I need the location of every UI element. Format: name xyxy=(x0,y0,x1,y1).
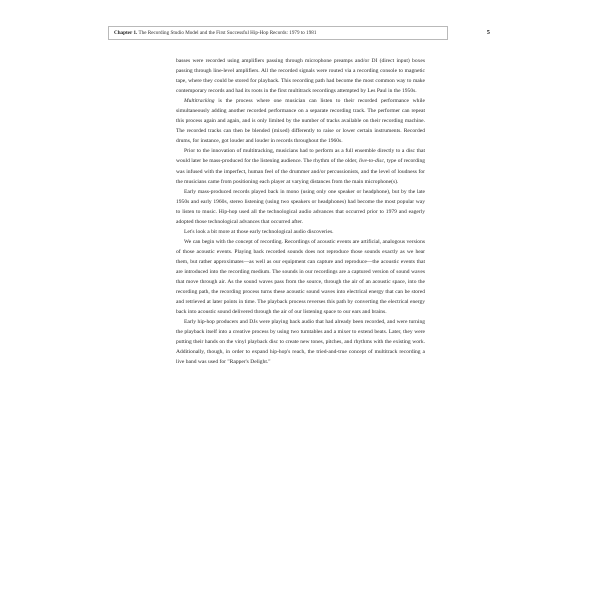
body-paragraph xyxy=(176,317,425,367)
body-text-run: Prior to the innovation of multitracking, musicians had to perform as a full ensemble directly to a disc that would later be mass-produced for the listening audience. The rhythm of the older, xyxy=(176,148,425,165)
body-paragraph xyxy=(176,56,425,96)
emphasis-term: live-to-disc xyxy=(358,158,384,165)
page-number: 5 xyxy=(486,29,490,36)
running-header-chapter-title: The Recording Studio Model and the First Successful Hip-Hop Records: 1979 to 1981 xyxy=(137,29,317,36)
body-text-run: Early mass-produced records played back in mono (using only one speaker or headphone), but by the late 1950s and early 1960s, stereo listening (using two speakers or headphones) had become the most popular way to listen to music. Hip-hop used all the technological audio advances that occurred prior to 1979 and eagerly adopted those technological advances that occurred after. xyxy=(176,188,425,225)
body-paragraph xyxy=(176,237,425,317)
body-text-run: basses were recorded using amplifiers passing through microphone preamps and/or DI (direct input) boxes passing through line-level amplifiers. All the recorded signals were routed via a recording console to magnetic tape, where they could be stored for playback. This recording path had become the most common way to make contemporary records and had its roots in the first multitrack recordings attempted by Les Paul in the 1950s. xyxy=(176,58,425,95)
body-text-run: We can begin with the concept of recording. Recordings of acoustic events are artificial, analogous versions of those acoustic events. Playing back recorded sounds does not reproduce those sounds exactly as we hear them, but rather approximates—as well as our equipment can capture and reproduce—the acoustic events that are introduced into the recording medium. The sounds in our recordings are a captured version of sound waves that move through air. As the sound waves pass from the source, through the air of an acoustic space, into the recording path, the recording process turns these acoustic sound waves into electrical energy that can be stored and retrieved at later points in time. The playback process reverses this path by converting the electrical energy back into acoustic sound delivered through the air of our listening space to our ears and brains. xyxy=(176,238,425,316)
body-text-run: is the process where one musician can listen to their recorded performance while simultaneously adding another recorded performance on a separate recording track. The performer can repeat this process again and again, and is only limited by the number of tracks available on their recording machine. The recorded tracks can then be blended (mixed) differently to raise or lower certain instruments. Recorded drums, for instance, got louder and louder in records throughout the 1960s. xyxy=(176,98,425,145)
body-text-run: Let's look a bit more at those early technological audio discoveries. xyxy=(184,228,334,235)
body-paragraph xyxy=(176,96,425,146)
emphasis-term: Multitracking xyxy=(184,98,215,105)
body-paragraph xyxy=(176,146,425,186)
body-text-block xyxy=(176,56,425,367)
body-paragraph xyxy=(176,227,425,237)
body-text-run: , type of recording was infused with the imperfect, human feel of the drummer and/or percussionists, and the level of loudness for the musicians came from positioning each player at varying distances from the main microphone(s). xyxy=(176,158,425,185)
running-header xyxy=(108,25,492,40)
running-header-box xyxy=(108,26,448,40)
body-paragraph xyxy=(176,187,425,227)
body-text-run: Early hip-hop producers and DJs were playing back audio that had already been recorded, and were turning the playback itself into a creative process by using two turntables and a mixer to extend beats. Later, they were putting their hands on the vinyl playback disc to create new tones, pitches, and rhythms with the existing work. Additionally, though, in order to expand hip-hop's reach, the tried-and-true concept of multitrack recording a live band was used for "Rapper's Delight." xyxy=(176,319,425,366)
running-header-text xyxy=(114,30,316,36)
running-header-chapter-label: Chapter 1. xyxy=(114,29,138,36)
